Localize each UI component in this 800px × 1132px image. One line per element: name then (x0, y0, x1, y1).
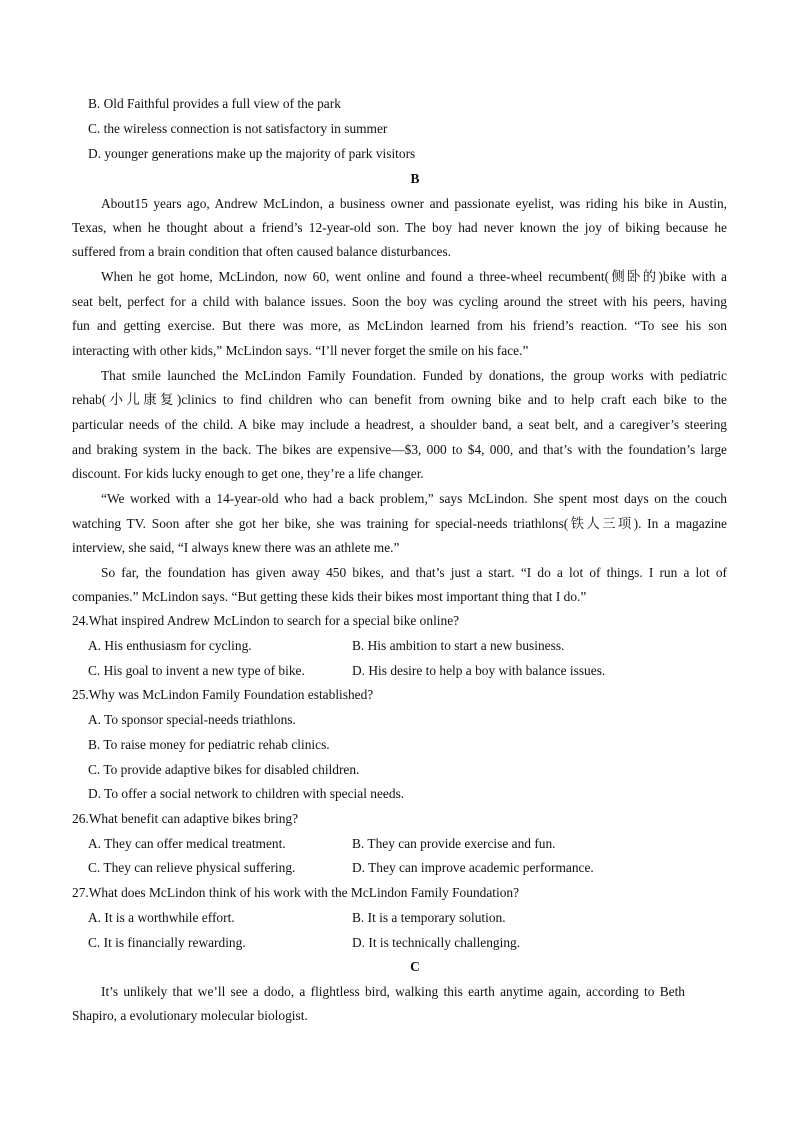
passage-b-line: companies.” McLindon says. “But getting these kids their bikes most important thing that I do.” (72, 589, 587, 604)
q27-option-d: D. It is technically challenging. (352, 935, 521, 950)
passage-b-line: watching TV. Soon after she got her bike, she was training for special-needs triathlons(铁人三项). In a magazine (72, 516, 727, 531)
q23-option-c: C. the wireless connection is not satisfactory in summer (88, 121, 388, 136)
passage-b-line: Texas, when he thought about a friend’s 12-year-old son. The boy had never known the joy of biking because he (72, 220, 727, 235)
q25-option-d: D. To offer a social network to children with special needs. (88, 786, 405, 801)
q26-option-d: D. They can improve academic performance. (352, 860, 594, 875)
q27-option-a: A. It is a worthwhile effort. (88, 910, 235, 925)
passage-b-line: discount. For kids lucky enough to get one, they’re a life changer. (72, 466, 424, 481)
passage-b-line: fun and getting exercise. But there was more, as McLindon learned from his friend’s reaction. “To see his son (72, 318, 727, 333)
q24-stem: 24.What inspired Andrew McLindon to search for a special bike online? (72, 613, 460, 628)
passage-b-line: “We worked with a 14-year-old who had a back problem,” says McLindon. She spent most days on the couch (101, 491, 727, 506)
passage-b-line: rehab(小儿康复)clinics to find children who can benefit from owning bike and to help craft each bike to the (72, 392, 727, 407)
passage-b-line: suffered from a brain condition that often caused balance disturbances. (72, 244, 452, 259)
q24-option-c: C. His goal to invent a new type of bike. (88, 663, 305, 678)
q24-option-b: B. His ambition to start a new business. (352, 638, 565, 653)
q25-option-b: B. To raise money for pediatric rehab clinics. (88, 737, 330, 752)
q27-stem: 27.What does McLindon think of his work with the McLindon Family Foundation? (72, 885, 520, 900)
passage-b-line: seat belt, perfect for a child with balance issues. Soon the boy was cycling around the street with his peers, having (72, 294, 727, 309)
q26-option-c: C. They can relieve physical suffering. (88, 860, 296, 875)
passage-b-line: When he got home, McLindon, now 60, went online and found a three-wheel recumbent(侧卧的)bike with a (101, 269, 727, 284)
q26-option-b: B. They can provide exercise and fun. (352, 836, 556, 851)
passage-b-line: So far, the foundation has given away 450 bikes, and that’s just a start. “I do a lot of things. I run a lot of (101, 565, 727, 580)
q27-option-c: C. It is financially rewarding. (88, 935, 246, 950)
passage-b-line: That smile launched the McLindon Family Foundation. Funded by donations, the group works with pediatric (101, 368, 727, 383)
q23-option-b: B. Old Faithful provides a full view of the park (88, 96, 341, 111)
q24-option-a: A. His enthusiasm for cycling. (88, 638, 252, 653)
q26-option-a: A. They can offer medical treatment. (88, 836, 286, 851)
passage-b-line: interacting with other kids,” McLindon says. “I’ll never forget the smile on his face.” (72, 343, 529, 358)
q27-option-b: B. It is a temporary solution. (352, 910, 506, 925)
q26-stem: 26.What benefit can adaptive bikes bring? (72, 811, 299, 826)
passage-b-line: interview, she said, “I always knew there was an athlete me.” (72, 540, 400, 555)
passage-b-heading: B (410, 171, 420, 186)
q24-option-d: D. His desire to help a boy with balance issues. (352, 663, 606, 678)
passage-c-line: Shapiro, a evolutionary molecular biologist. (72, 1008, 308, 1023)
q23-option-d: D. younger generations make up the majority of park visitors (88, 146, 416, 161)
passage-c-heading: C (410, 959, 420, 974)
passage-b-line: particular needs of the child. A bike may include a headrest, a shoulder band, a seat belt, and a caregiver’s steering (72, 417, 727, 432)
q25-option-c: C. To provide adaptive bikes for disabled children. (88, 762, 360, 777)
q25-option-a: A. To sponsor special-needs triathlons. (88, 712, 296, 727)
passage-c-line: It’s unlikely that we’ll see a dodo, a flightless bird, walking this earth anytime again, according to Beth (101, 984, 685, 999)
passage-b-line: and braking system in the back. The bikes are expensive—$3, 000 to $4, 000, and that’s with the foundation’s large (72, 442, 727, 457)
q25-stem: 25.Why was McLindon Family Foundation established? (72, 687, 374, 702)
passage-b-line: About15 years ago, Andrew McLindon, a business owner and passionate eyelist, was riding his bike in Austin, (101, 196, 727, 211)
